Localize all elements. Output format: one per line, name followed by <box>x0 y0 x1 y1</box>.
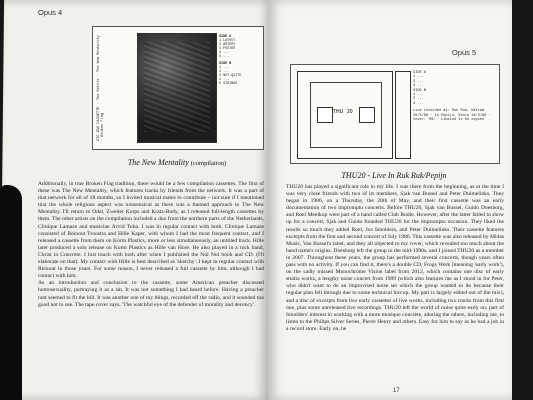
left-body-text <box>38 181 264 309</box>
cassette-window <box>310 82 382 148</box>
side-a-label: SIDE A <box>219 35 232 39</box>
cassette-spine-text: ZIG ZAG CASSETTE · The Kettle · The New Mentality · Broken Flag <box>97 35 106 141</box>
track: 2 ARTERY <box>219 43 236 48</box>
track: 1 ... <box>219 65 230 70</box>
side-b-label: SIDE B <box>219 61 232 66</box>
track: 4 ... <box>219 77 230 82</box>
track: 2 ... <box>413 97 424 102</box>
track: 1 ... <box>413 93 424 98</box>
cassette-spine <box>395 71 411 159</box>
right-caption: THU20 - Live In Ruk Ruk/Pepijn <box>341 171 447 180</box>
page-number: 17 <box>393 388 400 394</box>
caption-title: The New Mentality <box>127 158 189 167</box>
track: 3 POSTER <box>219 47 236 52</box>
cassette-label-right: 20 <box>347 109 353 115</box>
reel-right <box>359 107 375 123</box>
track: 1 LAYOUT <box>219 39 236 44</box>
cover-photo <box>137 33 217 143</box>
track: 2 ... <box>413 79 424 84</box>
track: 2 ... <box>219 69 230 74</box>
track: 3 ... <box>413 84 424 89</box>
track: 3 ... <box>413 101 424 106</box>
side-b-label: SIDE B <box>413 88 426 93</box>
paragraph: As an introduction and conclusion to the cassette, some American preacher discussed homosexuality, portraying it as a sin. It was not something I had heard before. Having a preacher rant seemed to fit the bill. It was another one of my things, recorded off the radio, and it sounded too good not to use. The tape cover says, 'The watchful eye of the defender of morality and decency'. <box>38 280 264 308</box>
track: 1 ... <box>413 75 424 80</box>
left-page-header: Opus 4 <box>38 8 63 17</box>
paragraph: Additionally, in true Broken Flag tradition, there would be a few compilation cassettes. The first of these was The New Mentality, which features tracks by friends from the network. It was a part of that network for all of 18 months, so I invited musical mates to contribute – not sure if I mentioned that the whole religious aspect was nonsensical as there was a themed approach to The New Mentality. I'll return to Odal, Zweiter Korps and Kratz-Body, as I released full-length cassettes by them. The other artists on the compilation included a duo from the northern parts of the Netherlands, Clinique Lamaze and musician Arvid Tuba. I was in regular contact with both. Clinique Lamaze consisted of Reinout Troostra and Hille Kaper, with whom I had the most frequent contact, and I released a cassette from them on Korm Plastics, more or less simultaneously, an untitled track. Hille later produced a solo release on Korm Plastics as Hille van Hore. He also played in a rock band, Christ in Concrete. I lost touch with both after when I published the Nul Nul book and CD. (I'll elaborate on that). My contact with Hille is best described as 'sketchy'. I kept in regular contact with Reinout in those years. For some reason, I never released a full cassette by him, although I had contact with him. <box>38 181 264 280</box>
paragraph: THU20 has played a significant role in my life. I was there from the beginning, as at the time I was very close friends with two of its members, Sjak van Bussel and Peter Duimelinks. They began in 1986, on a Thursday, the 20th of May, and their first cassette was an early documentation of two impromptu concerts. Before THU20, Sjak van Bussel, Guido Doesborg, and Roel Meelkop were part of a band called Club Rudie. However, after the latter failed to show up for a concert, Sjak and Guido founded THU20 for the impromptu occasion. They liked the results so much they added Roel, Jos Smolders, and Peter Duimelinks. Their cassette features excerpts from the first and second concert of July 1986. This cassette was also released by Midas Music, Van Bussel's label, and they all objected to my cover, which revealed too much about the band name's origins. Doesborg left the group in the mid-1990s, and I joined THU20 as a member in 2007. Throughout these years, the group has performed several concerts, though years often pass with no activity. If you can find it, there's a double CD, Frogs Werk (meaning 'early work'), on the sadly missed Monochrome Vision label from 2012, which contains one disc of early studio works, a lengthy noise concert from 1989 (which also features me as I stood in for Peter, who didn't want to do an improvised noise set which the group wanted to do because their regular plan fell through due to some technical hiccup. My part is largely edited out of the mix), and a disc of excerpts from two early cassettes of live works, including two tracks from this first one, plus some unreleased live recordings. THU20 left the world of noise quite early on, part of Smolders' interest in working with a more musique concrète, adoring the others, including me, to listen to the Philips Silver Series, Pierre Henry and others. Easy for him to say as he had a job in a record store. Early on, he <box>286 184 505 332</box>
reel-left <box>317 107 333 123</box>
left-album-scan <box>92 26 264 150</box>
cassette-cover <box>297 71 393 159</box>
right-album-scan <box>290 64 500 164</box>
left-caption <box>92 158 262 167</box>
track: 5 ... <box>219 55 230 60</box>
track: 5 STRINGS <box>219 82 238 87</box>
right-page-header: Opus 5 <box>452 48 477 57</box>
cassette-label-left: THU <box>333 109 344 115</box>
side-a-label: SIDE A <box>413 71 426 75</box>
hand-shadow <box>0 185 22 400</box>
right-body-text <box>286 184 504 333</box>
caption-subtitle: (compilation) <box>190 160 227 167</box>
release-notes: Live recorded at: Ruk Ruk, Hattem 10/5/86 · In Pepijn, Venlo 19/2/86 · Cover: THU · Limited to 50 copies <box>413 109 491 123</box>
right-tracklist <box>413 71 495 157</box>
track: 3 NOT QUITE <box>219 73 242 78</box>
track: 4 ... <box>219 51 230 56</box>
left-tracklist <box>219 33 261 141</box>
